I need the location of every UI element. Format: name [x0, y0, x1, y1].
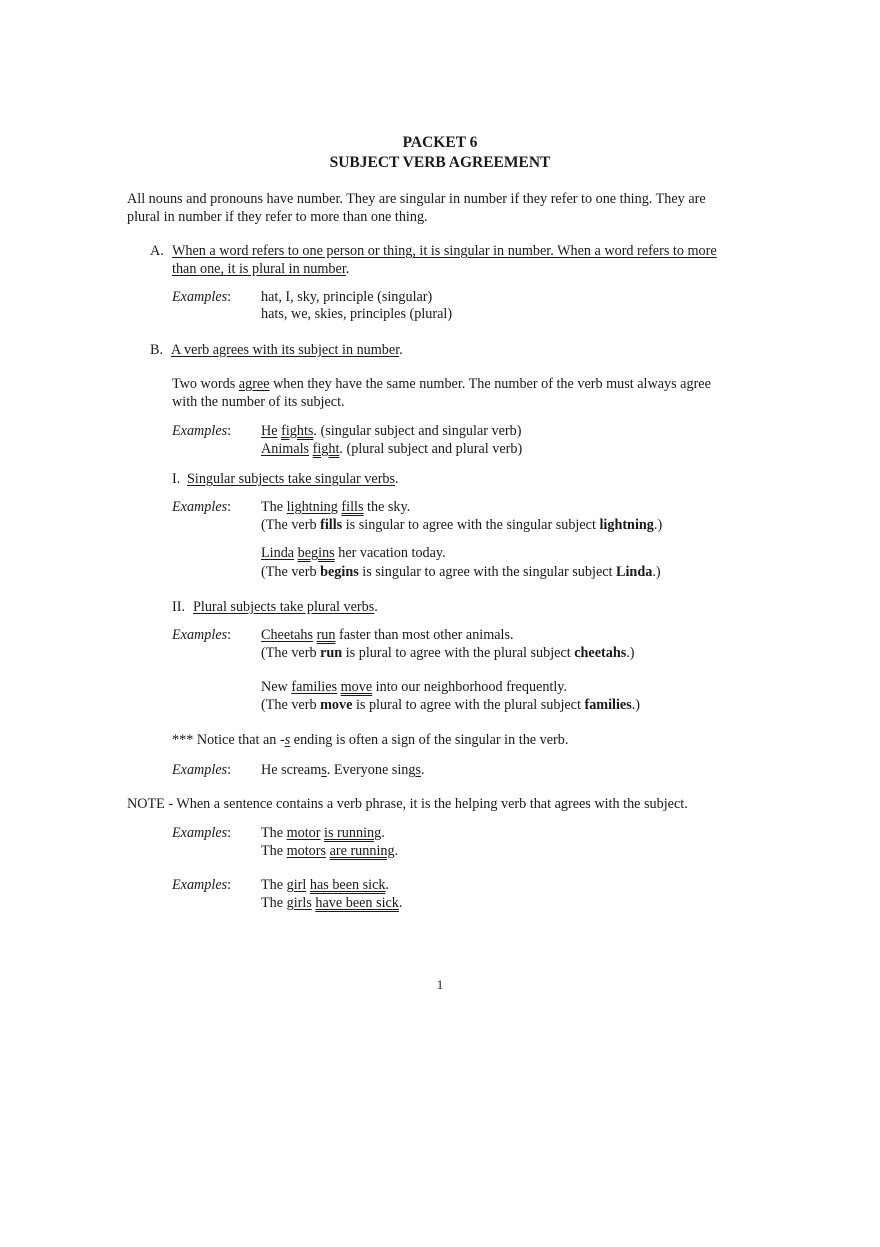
example-line: Animals fight. (plural subject and plural verb)	[261, 441, 523, 457]
examples-label: Examples:	[172, 877, 232, 893]
examples-label: Examples:	[172, 627, 232, 643]
example-line: Linda begins her vacation today.	[261, 545, 446, 561]
note-text: NOTE - When a sentence contains a verb phrase, it is the helping verb that agrees with the subject.	[127, 796, 688, 812]
examples-label: Examples:	[172, 825, 232, 841]
notice-text: *** Notice that an -s ending is often a sign of the singular in the verb.	[172, 732, 569, 748]
examples-label: Examples:	[172, 762, 232, 778]
example-line: hat, I, sky, principle (singular)	[261, 289, 433, 305]
example-line: He fights. (singular subject and singular verb)	[261, 423, 522, 439]
example-line: The lightning fills the sky.	[261, 499, 411, 515]
page-subtitle: SUBJECT VERB AGREEMENT	[329, 154, 551, 171]
section-b-marker: B.	[150, 342, 164, 358]
example-line: The motors are running.	[261, 843, 399, 859]
section-ii-rule: Plural subjects take plural verbs.	[193, 599, 378, 615]
examples-label: Examples:	[172, 289, 232, 305]
page-number: 1	[436, 977, 444, 992]
example-line: New families move into our neighborhood frequently.	[261, 679, 568, 695]
examples-label: Examples:	[172, 423, 232, 439]
section-b-rule: A verb agrees with its subject in number.	[171, 342, 403, 358]
section-a-rule-line-2: than one, it is plural in number.	[172, 261, 350, 277]
section-a-rule-line-1: When a word refers to one person or thing, it is singular in number. When a word refers to more	[172, 243, 717, 259]
example-line: Cheetahs run faster than most other animals.	[261, 627, 514, 643]
section-a-marker: A.	[150, 243, 164, 259]
section-b-paragraph-line-2: with the number of its subject.	[172, 394, 345, 410]
example-explanation: (The verb fills is singular to agree with the singular subject lightning.)	[261, 517, 663, 533]
section-i-marker: I.	[172, 471, 181, 487]
intro-line-1: All nouns and pronouns have number. They are singular in number if they refer to one thing. They are	[127, 191, 706, 207]
section-i-rule: Singular subjects take singular verbs.	[187, 471, 399, 487]
example-line: The girls have been sick.	[261, 895, 403, 911]
examples-label: Examples:	[172, 499, 232, 515]
section-ii-marker: II.	[172, 599, 185, 615]
example-line: He screams. Everyone sings.	[261, 762, 425, 778]
example-line: The girl has been sick.	[261, 877, 390, 893]
section-b-paragraph-line-1: Two words agree when they have the same number. The number of the verb must always agree	[172, 376, 711, 392]
example-explanation: (The verb run is plural to agree with the plural subject cheetahs.)	[261, 645, 635, 661]
page-title: PACKET 6	[402, 134, 478, 151]
example-explanation: (The verb move is plural to agree with the plural subject families.)	[261, 697, 641, 713]
example-line: hats, we, skies, principles (plural)	[261, 306, 453, 322]
example-explanation: (The verb begins is singular to agree with the singular subject Linda.)	[261, 564, 661, 580]
intro-line-2: plural in number if they refer to more than one thing.	[127, 209, 428, 225]
example-line: The motor is running.	[261, 825, 385, 841]
